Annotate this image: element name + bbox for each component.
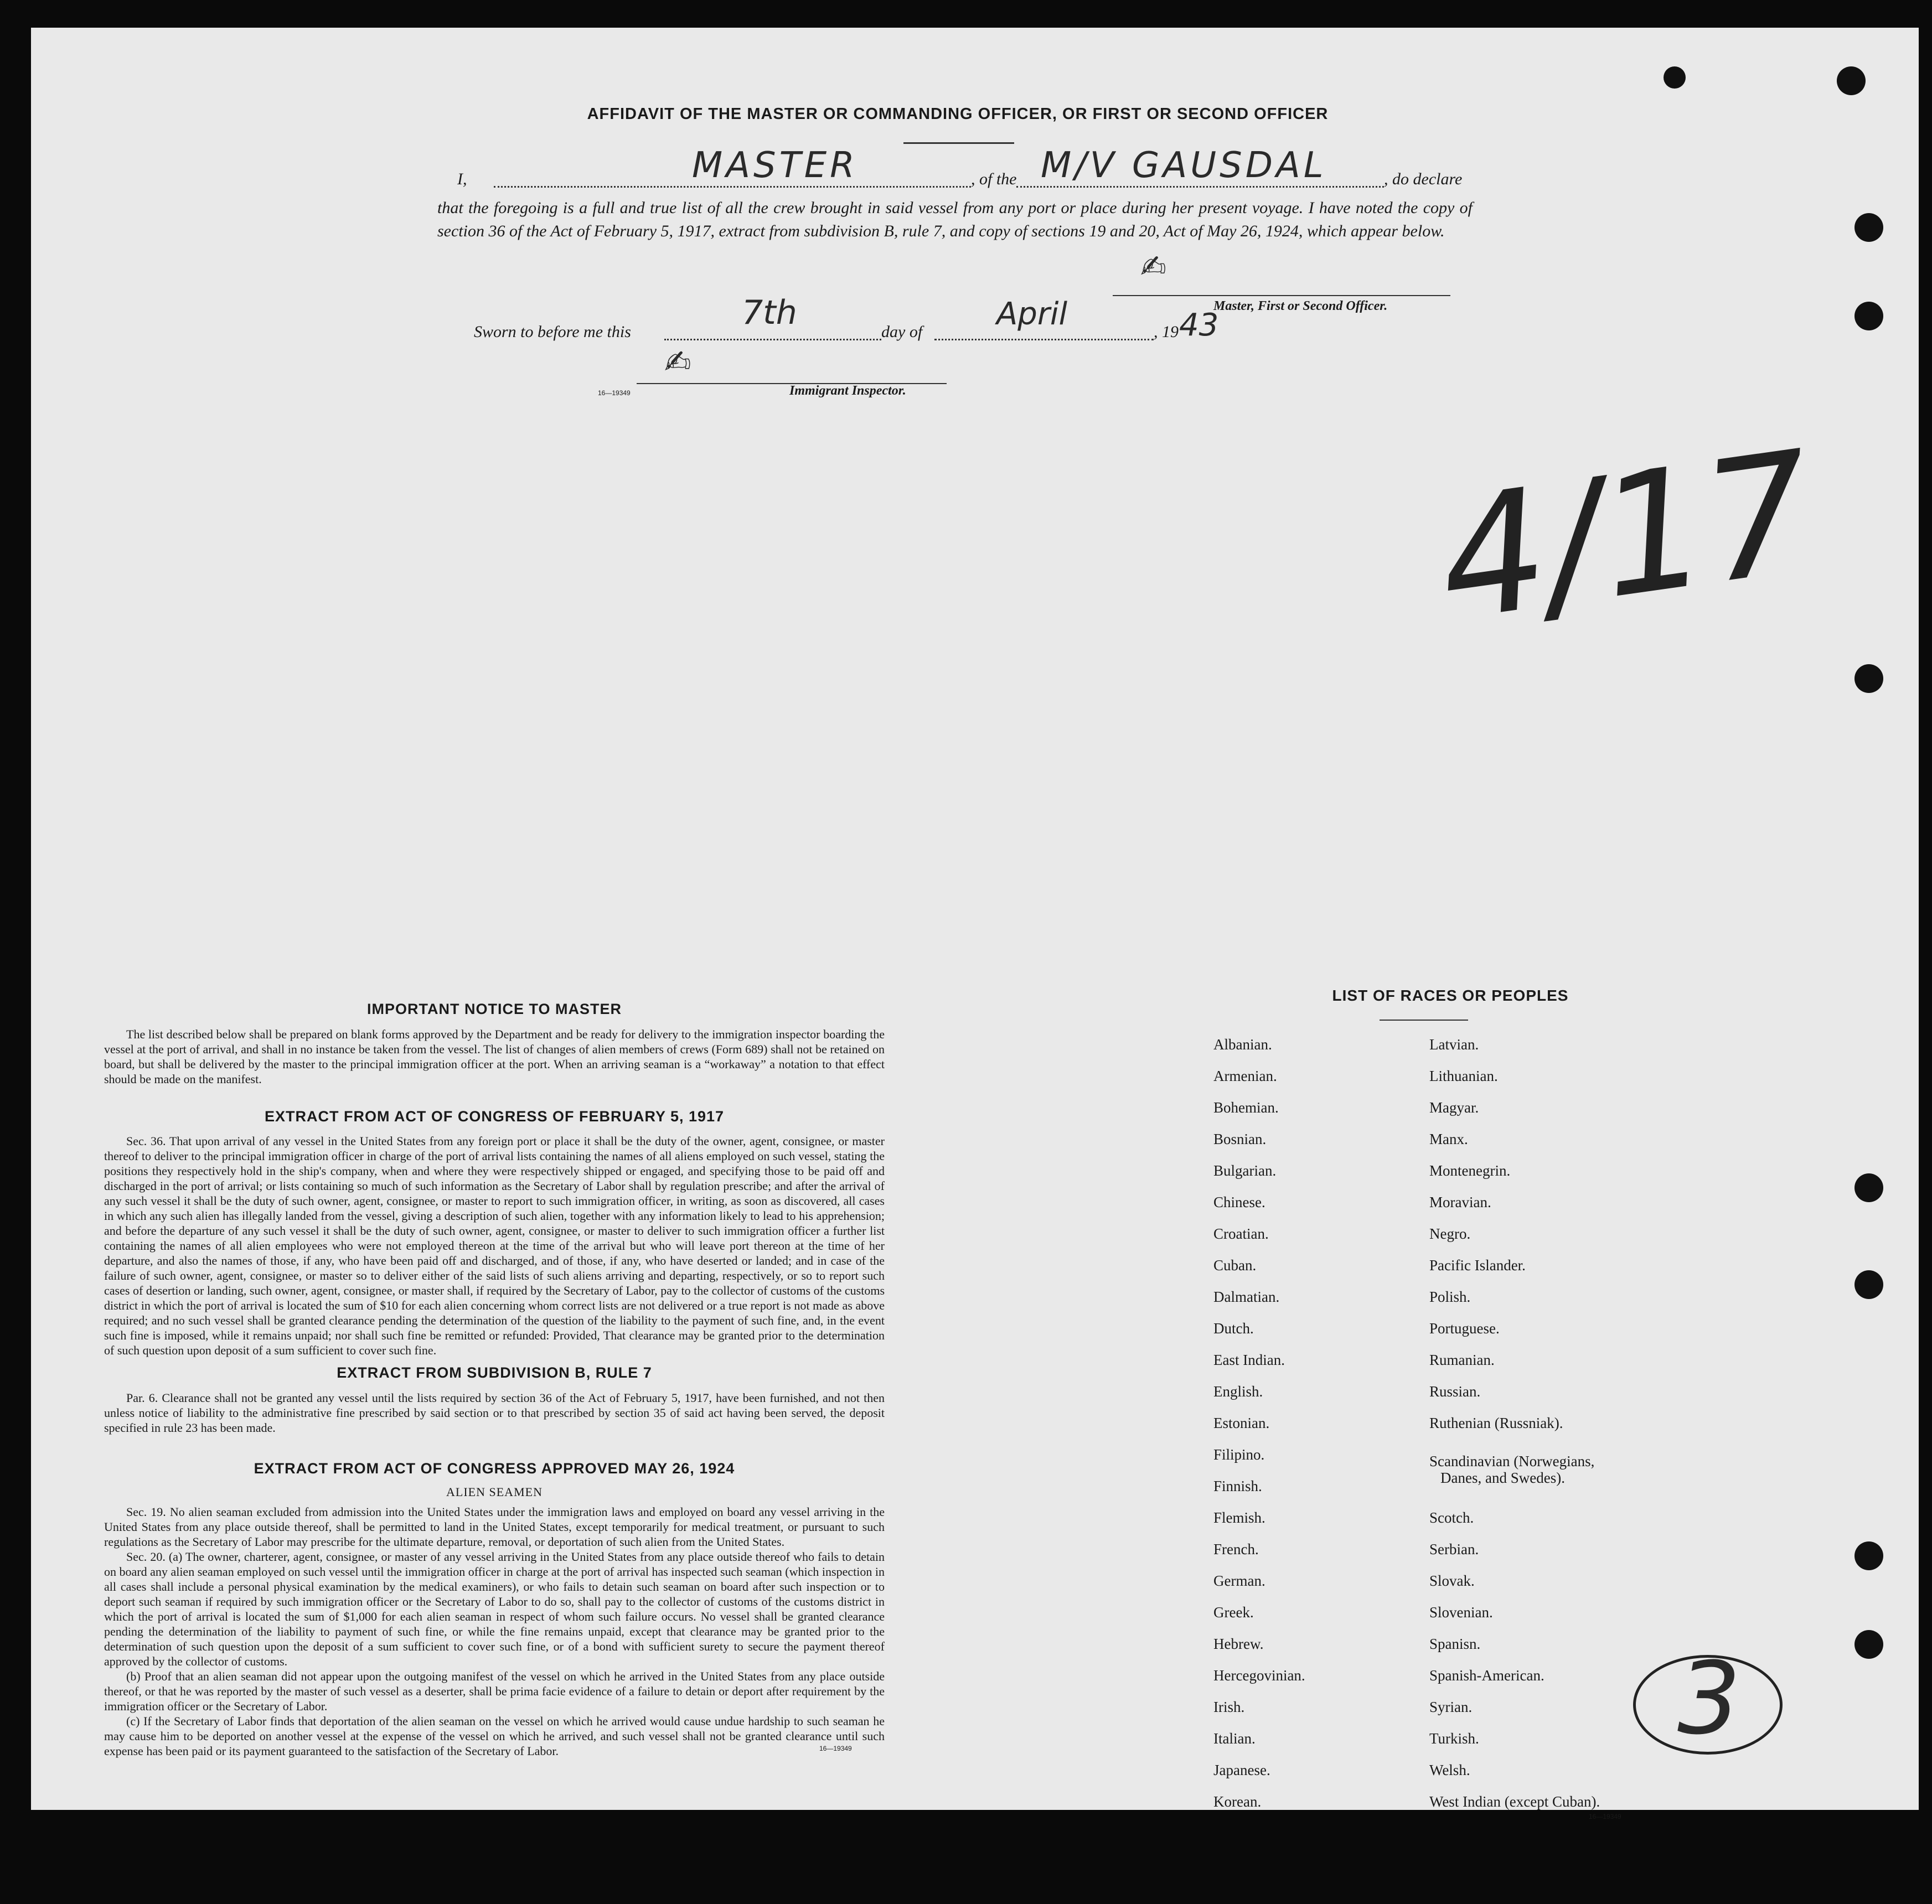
races-form-number: 16—19349 — [1589, 1813, 1621, 1820]
year-prefix: , 19 — [1154, 323, 1179, 341]
race-item: Hebrew. — [1213, 1636, 1264, 1652]
race-item: Albanian. — [1213, 1036, 1272, 1053]
sworn-label: Sworn to before me this — [474, 323, 631, 341]
master-sig-label: Master, First or Second Officer. — [1213, 299, 1388, 313]
title-underline — [903, 142, 1014, 144]
extract-rule7-title: EXTRACT FROM SUBDIVISION B, RULE 7 — [337, 1364, 652, 1381]
race-item: Chinese. — [1213, 1194, 1265, 1210]
punch-hole — [1854, 1270, 1883, 1299]
race-item: East Indian. — [1213, 1352, 1285, 1368]
extract-1924-body — [104, 1504, 885, 1758]
race-item: Magyar. — [1429, 1099, 1479, 1116]
race-item: Portuguese. — [1429, 1320, 1500, 1337]
section-20c-paragraph: (c) If the Secretary of Labor finds that deportation of the alien seaman on the vessel on which he arrived would cause undue hardship to such seaman he may cause him to be deported on another vessel at the expense of the vessel on which he arrived, and such vessel shall not be granted clearance until such expense has been paid or its payment guaranteed to the satisfaction of the Secretary of Labor. — [104, 1714, 885, 1758]
race-item: Finnish. — [1213, 1478, 1262, 1494]
race-item: Rumanian. — [1429, 1352, 1495, 1368]
race-item: Montenegrin. — [1429, 1162, 1511, 1179]
notice-body — [104, 1027, 885, 1086]
race-item: Negro. — [1429, 1225, 1471, 1242]
race-item: Manx. — [1429, 1131, 1468, 1147]
vessel-line — [1016, 186, 1384, 188]
race-item: Cuban. — [1213, 1257, 1257, 1274]
race-item: Turkish. — [1429, 1730, 1479, 1747]
race-item: French. — [1213, 1541, 1259, 1558]
races-title-underline — [1380, 1020, 1468, 1021]
race-item: Armenian. — [1213, 1068, 1277, 1084]
race-item: Latvian. — [1429, 1036, 1479, 1053]
punch-hole — [1854, 1541, 1883, 1570]
name-line — [494, 186, 971, 188]
race-item: Serbian. — [1429, 1541, 1479, 1558]
race-item: Hercegovinian. — [1213, 1667, 1305, 1684]
races-title: LIST OF RACES OR PEOPLES — [1332, 987, 1569, 1004]
race-item: Scotch. — [1429, 1509, 1474, 1526]
extract-form-number: 16—19349 — [819, 1745, 852, 1752]
race-item: West Indian (except Cuban). — [1429, 1793, 1600, 1810]
punch-hole — [1854, 1630, 1883, 1659]
race-item: Spanisn. — [1429, 1636, 1481, 1652]
handwritten-date-mark: 4/17 — [1427, 415, 1824, 659]
do-declare-label: , do declare — [1384, 170, 1463, 188]
inspector-signature: ✍ — [664, 343, 691, 381]
race-item: Estonian. — [1213, 1415, 1270, 1431]
race-item: German. — [1213, 1572, 1265, 1589]
race-item: Welsh. — [1429, 1762, 1470, 1778]
month-handwritten: April — [996, 296, 1067, 332]
day-handwritten: 7th — [742, 293, 797, 332]
punch-hole — [1664, 66, 1686, 89]
race-item: Slovenian. — [1429, 1604, 1493, 1621]
race-item: Flemish. — [1213, 1509, 1265, 1526]
rule7-paragraph: Par. 6. Clearance shall not be granted any vessel until the lists required by section 36 of the Act of February 5, 1917, have been furnished, and not then unless notice of liability to the administrative fine prescribed by said section or to that prescribed by section 35 of said act having been served, the deposit specified in rule 23 has been made. — [104, 1391, 885, 1435]
race-item: Pacific Islander. — [1429, 1257, 1526, 1274]
extract-1917-title: EXTRACT FROM ACT OF CONGRESS OF FEBRUARY 5, 1917 — [264, 1108, 725, 1125]
i-label: I, — [457, 170, 467, 188]
affidavit-title: AFFIDAVIT OF THE MASTER OR COMMANDING OFFICER, OR FIRST OR SECOND OFFICER — [587, 105, 1329, 123]
punch-hole — [1854, 664, 1883, 693]
race-item: Lithuanian. — [1429, 1068, 1498, 1084]
race-item: Filipino. — [1213, 1446, 1265, 1463]
punch-hole — [1854, 1173, 1883, 1202]
punch-hole — [1837, 66, 1866, 95]
race-item: Italian. — [1213, 1730, 1256, 1747]
section-20a-paragraph: Sec. 20. (a) The owner, charterer, agent, consignee, or master of any vessel arriving in the United States from any place outside thereof who fails to detain on board any alien seaman employed on such vessel until the immigration officer in charge at the port of arrival has inspected such seaman (which inspection in all cases shall include a personal physical examination by the medical examiners), or who fails to detain such seaman on board after such inspection or to deport such seaman if required by such immigration officer or the Secretary of Labor to do so, shall pay to the collector of customs of the customs district in which the port of arrival is located the sum of $1,000 for each alien seaman in respect of whom such failure occurs. No vessel shall be granted clearance pending the determination of the liability to payment of such fine, or while the fine remains unpaid, except that clearance may be granted prior to the determination of such question upon the deposit of a sum sufficient to cover such fine, or of a bond with sufficient surety to secure the payment thereof approved by the collector of customs. — [104, 1550, 885, 1668]
inspector-label: Immigrant Inspector. — [789, 384, 906, 398]
master-signature: ✍ — [1140, 249, 1166, 285]
notice-title: IMPORTANT NOTICE TO MASTER — [367, 1001, 622, 1017]
punch-hole — [1854, 302, 1883, 330]
section-20b-paragraph: (b) Proof that an alien seaman did not appear upon the outgoing manifest of the vessel on which he arrived in the United States from any place outside thereof, or that he was reported by the master of such vessel as a deserter, shall be prima facie evidence of a failure to detain or deport after requirement by the immigration officer or the Secretary of Labor. — [104, 1669, 885, 1713]
race-item: Croatian. — [1213, 1225, 1269, 1242]
affidavit-body: that the foregoing is a full and true list of all the crew brought in said vessel from any port or place during her present voyage. I have noted the copy of section 36 of the Act of February 5, 1917, extract from subdivision B, rule 7, and copy of sections 19 and 20, Act of May 26, 1924, which appear below. — [437, 199, 1473, 240]
vessel-handwritten: M/V GAUSDAL — [1041, 145, 1327, 186]
race-item: Spanish-American. — [1429, 1667, 1544, 1684]
race-item: Slovak. — [1429, 1572, 1475, 1589]
race-item: Moravian. — [1429, 1194, 1491, 1210]
race-item: Syrian. — [1429, 1699, 1473, 1715]
signature-line — [1113, 295, 1450, 296]
month-line — [934, 339, 1154, 340]
race-item: Dalmatian. — [1213, 1289, 1280, 1305]
race-item: Bosnian. — [1213, 1131, 1267, 1147]
extract-1917-body — [104, 1134, 885, 1358]
extract-1924-title: EXTRACT FROM ACT OF CONGRESS APPROVED MAY 26, 1924 — [254, 1460, 735, 1477]
race-item: Japanese. — [1213, 1762, 1270, 1778]
race-item: Irish. — [1213, 1699, 1245, 1715]
day-line — [664, 339, 881, 340]
section-36-paragraph: Sec. 36. That upon arrival of any vessel in the United States from any foreign port or place it shall be the duty of the owner, agent, consignee, or master thereof to deliver to the principal immigration officer in charge of the port of arrival lists containing the names of all aliens employed on such vessel, stating the positions they respectively hold in the ship's company, when and where they were respectively shipped or engaged, and specifying those to be paid off and discharged in the port of arrival; or lists containing so much of such information as the Secretary of Labor shall by regulation prescribe; and after the arrival of any such vessel it shall be the duty of such owner, agent, consignee, or master to report to such immigration officer, in writing, as soon as discovered, all cases in which any such alien has illegally landed from the vessel, giving a description of such alien, together with any information likely to lead to his apprehension; and before the departure of any such vessel it shall be the duty of such owner, agent, consignee, or master to deliver to such immigration officer a further list containing the names of all alien employees who were not employed thereon at the time of the arrival but who will leave port thereon at the time of her departure, and also the names of those, if any, who have been paid off and discharged, and of those, if any, who have deserted or landed; and in case of the failure of such owner, agent, consignee, or master so to deliver either of the said lists of such aliens arriving and departing, respectively, or so to report such cases of desertion or landing, such owner, agent, consignee, or master shall, if required by the Secretary of Labor, pay to the collector of customs of the customs district in which the port of arrival is located the sum of $10 for each alien concerning whom correct lists are not delivered or a true report is not made as above required; and no such vessel shall be granted clearance pending the determination of the question of the liability to the payment of such fine, and, in the event such fine is imposed, while it remains unpaid; nor shall such fine be remitted or refunded: Provided, That clearance may be granted prior to the determination of such question upon deposit of a sum sufficient to cover such fine. — [104, 1134, 885, 1357]
race-item: Ruthenian (Russniak). — [1429, 1415, 1563, 1431]
of-the-label: , of the — [971, 170, 1017, 188]
race-item: English. — [1213, 1383, 1263, 1400]
race-item: Korean. — [1213, 1793, 1262, 1810]
name-handwritten: MASTER — [692, 145, 858, 186]
race-item: Danes, and Swedes). — [1440, 1470, 1565, 1486]
extract-1924-subtitle: ALIEN SEAMEN — [446, 1485, 543, 1499]
race-item: Bohemian. — [1213, 1099, 1279, 1116]
year-handwritten: 43 — [1179, 307, 1219, 343]
race-item: Greek. — [1213, 1604, 1254, 1621]
section-19-paragraph: Sec. 19. No alien seaman excluded from admission into the United States under the immigration laws and employed on board any vessel arriving in the United States from any place outside thereof, shall be permitted to land in the United States, except temporarily for medical treatment, or pursuant to such regulations as the Secretary of Labor may prescribe for the ultimate departure, removal, or deportation of such alien from the United States. — [104, 1505, 885, 1549]
race-item: Bulgarian. — [1213, 1162, 1277, 1179]
circled-number: 3 — [1677, 1641, 1741, 1757]
race-item: Dutch. — [1213, 1320, 1254, 1337]
notice-paragraph: The list described below shall be prepared on blank forms approved by the Department and be ready for delivery to the immigration inspector boarding the vessel at the port of arrival, and shall in no instance be taken from the vessel. The list of changes of alien members of crews (Form 689) shall not be retained on board, but shall be delivered by the master to the principal immigration officer at the port. When an arriving seaman is a “workaway” a notation to that effect should be made on the manifest. — [104, 1027, 885, 1086]
day-of-label: day of — [881, 323, 923, 341]
punch-hole — [1854, 213, 1883, 242]
race-item: Scandinavian (Norwegians, — [1429, 1453, 1595, 1470]
affidavit-form-number: 16—19349 — [598, 389, 631, 397]
race-item: Russian. — [1429, 1383, 1481, 1400]
race-item: Polish. — [1429, 1289, 1471, 1305]
extract-rule7-body — [104, 1390, 885, 1435]
